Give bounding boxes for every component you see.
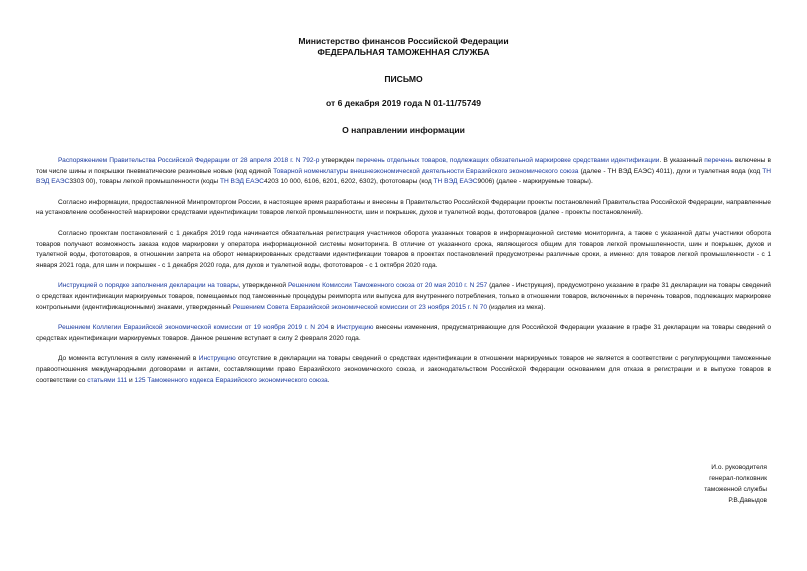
paragraph-3 xyxy=(36,229,771,271)
document-link[interactable]: Товарной номенклатуры внешнеэкономической деятельности Евразийского экономического союза xyxy=(273,167,579,175)
document-link[interactable]: перечень отдельных товаров, подлежащих обязательной маркировке средствами идентификации xyxy=(356,157,660,164)
document-body xyxy=(36,156,771,396)
document-link[interactable]: Инструкцию xyxy=(336,324,374,332)
paragraph-2 xyxy=(36,198,771,219)
signature-rank: генерал-полковник xyxy=(709,475,767,482)
paragraph-6 xyxy=(36,354,771,386)
paragraph-text: . В указанный xyxy=(659,157,705,164)
document-link[interactable]: Решением Совета Евразийской экономической комиссии от 23 ноября 2015 г. N 70 xyxy=(232,303,487,311)
paragraph-1 xyxy=(36,156,771,188)
paragraph-text: 9006) (далее - маркируемые товары). xyxy=(477,178,593,186)
document-subject: О направлении информации xyxy=(342,125,465,135)
paragraph-text: , утвержденной xyxy=(238,282,288,290)
document-link[interactable]: ТН ВЭД ЕАЭС xyxy=(433,178,478,186)
paragraph-text: утвержден xyxy=(319,157,357,164)
paragraph-text: Согласно проектам постановлений с 1 декабря 2019 года начинается обязательная регистрация участников оборота указанных товаров в информационной системе мониторинга, а также с указанной даты участники оборота товаров получают возможность заказа кодов маркировки у оператора информационной системы мониторинга. В отличие от указанного срока, являющегося общим для товаров легкой промышленности, шин и покрышек, духов и туалетной воды, фототоваров, в отношении запрета на оборот немаркированных средствами идентификации товаров в проектах постановлений предусмотрены различные сроки, а именно: для товаров легкой промышленности - с 1 января 2021 года, для шин и покрышек - с 1 декабря 2020 года, для духов и туалетной воды, фототоваров - с 1 октября 2020 года. xyxy=(36,229,771,269)
signature-position: И.о. руководителя xyxy=(711,464,767,471)
service-name: ФЕДЕРАЛЬНАЯ ТАМОЖЕННАЯ СЛУЖБА xyxy=(317,47,490,57)
document-link[interactable]: перечень xyxy=(704,157,733,164)
signature-service: таможенной службы xyxy=(704,486,767,493)
document-link[interactable]: статьями 111 xyxy=(87,376,128,384)
document-type: ПИСЬМО xyxy=(384,74,423,84)
paragraph-4 xyxy=(36,281,771,313)
document-link[interactable]: Решением Коллегии Евразийской экономической комиссии от 19 ноября 2019 г. N 204 xyxy=(58,324,329,332)
paragraph-text: (далее - Инструкция), предусмотрено указание в графе 31 декларации на товары сведений о средствах идентификации маркируемых товаров, помещаемых под таможенные процедуры реимпорта или выпуска для внутреннего потребления, только в отношении товаров, включенных в перечень товаров, подлежащих маркировке контрольными (идентификационными) знаками, утвержденный xyxy=(36,282,771,311)
document-link[interactable]: Инструкцией о порядке заполнения декларации на товары xyxy=(58,282,239,290)
paragraph-text: 4203 10 000, 6106, 6201, 6202, 6302), фототовары (код xyxy=(263,178,434,186)
ministry-name: Министерство финансов Российской Федерации xyxy=(298,36,509,46)
paragraph-text: (изделия из меха). xyxy=(486,303,546,311)
document-link[interactable]: ТН ВЭД ЕАЭС xyxy=(36,167,772,186)
paragraph-text: . xyxy=(327,376,330,384)
document-link[interactable]: Инструкцию xyxy=(198,355,236,363)
paragraph-text: (далее - ТН ВЭД ЕАЭС) 4011), духи и туалетная вода (код xyxy=(578,167,763,175)
paragraph-text: 3303 00), товары легкой промышленности (коды xyxy=(69,178,220,186)
signature-name: Р.В.Давыдов xyxy=(728,497,767,504)
document-link[interactable]: Решением Комиссии Таможенного союза от 20 мая 2010 г. N 257 xyxy=(287,282,488,290)
paragraph-text: в xyxy=(328,324,337,332)
document-date-number: от 6 декабря 2019 года N 01-11/75749 xyxy=(325,98,482,108)
paragraph-text: включены в том числе шины и покрышки пневматические резиновые новые (код единой xyxy=(36,157,771,175)
document-link[interactable]: ТН ВЭД ЕАЭС xyxy=(219,178,264,186)
paragraph-text: и xyxy=(127,376,135,384)
paragraph-text: отсутствие в декларации на товары сведений о средствах идентификации в отношении маркируемых товаров не является в соответствии с регулирующими таможенные правоотношения международными договорами и актами, составляющими право Евразийского экономического союза, и законодательством Российской Федерации основанием для отказа в регистрации и в выпуске товаров в соответствии со xyxy=(36,355,771,384)
signature-block xyxy=(704,462,767,506)
paragraph-text: внесены изменения, предусматривающие для Российской Федерации указание в графе 31 декларации на товары сведений о средствах идентификации маркируемых товаров. Данное решение вступает в силу 2 февраля 2020 года. xyxy=(36,324,771,342)
paragraph-text: До момента вступления в силу изменений в xyxy=(58,355,199,363)
paragraph-text: Согласно информации, предоставленной Минпромторгом России, в настоящее время разработаны и внесены в Правительство Российской Федерации проекты постановлений Правительства Российской Федерации, направленные на установление особенностей маркировки средствами идентификации товаров легкой промышленности, шин и покрышек, духов и туалетной воды, фототоваров (далее - проекты постановлений). xyxy=(36,198,771,217)
document-link[interactable]: Распоряжением Правительства Российской Федерации от 28 апреля 2018 г. N 792-р xyxy=(58,157,320,164)
document-header xyxy=(0,36,807,136)
paragraph-5 xyxy=(36,323,771,344)
document-link[interactable]: 125 Таможенного кодекса Евразийского экономического союза xyxy=(134,376,328,384)
